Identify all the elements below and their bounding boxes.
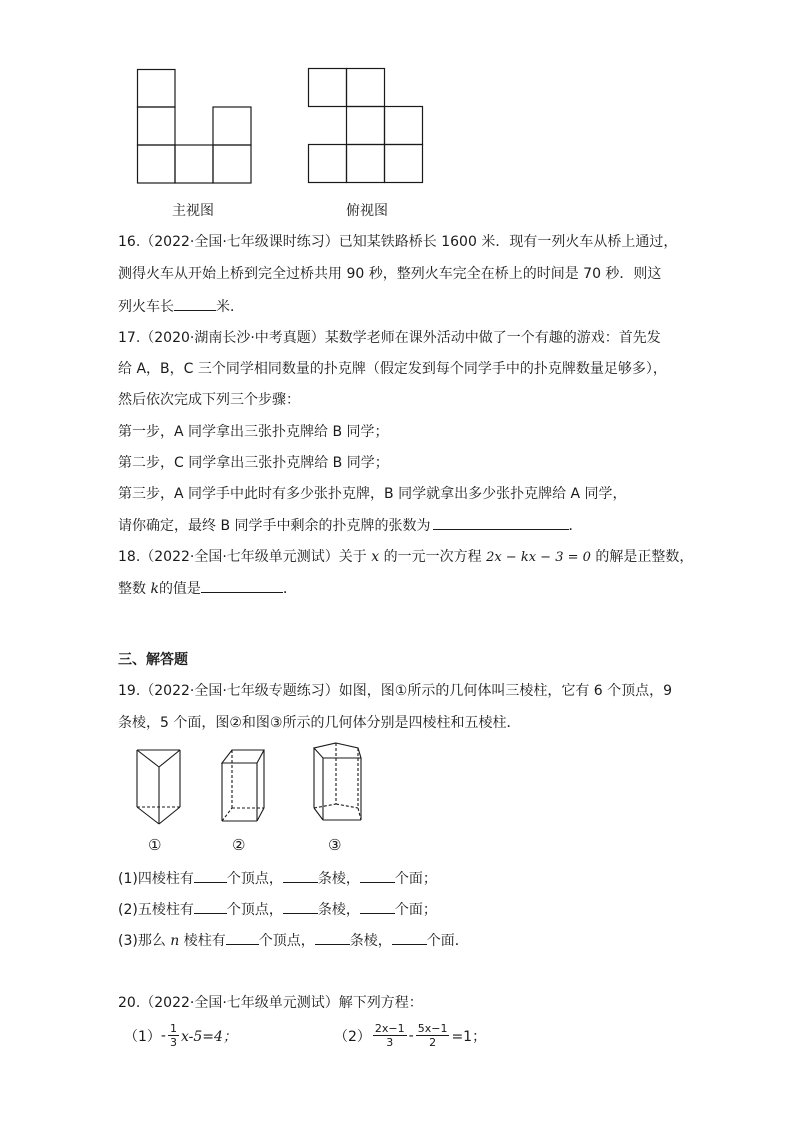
- q20-part1: [124, 1022, 237, 1049]
- q19-sub1-face-blank[interactable]: [360, 868, 395, 883]
- q17-ask-post: ．: [568, 518, 583, 534]
- q18-answer-blank[interactable]: [201, 578, 283, 593]
- q19-sub2-edge: 条棱，: [317, 902, 360, 918]
- q20-part1-numerator: 1: [169, 1022, 177, 1035]
- q17-line1: 17.（2020·湖南长沙·中考真题）某数学老师在课外活动中做了一个有趣的游戏：首先发: [118, 330, 661, 346]
- q19-sub1-vertex: 个顶点，: [226, 871, 283, 887]
- q19-sub3-vertex: 个顶点，: [258, 933, 315, 949]
- q19-sub3-face: 个面．: [426, 933, 469, 949]
- q19-sub3: [118, 930, 469, 951]
- q19-sub3-var-n: n: [170, 933, 180, 949]
- q19-sub3-mid: 棱柱有: [183, 933, 226, 949]
- q19-line1: 19.（2022·全国·七年级专题练习）如图，图①所示的几何体叫三棱柱，它有 6 个顶点，9: [118, 683, 673, 699]
- quadrilateral-prism-figure: [216, 745, 276, 835]
- q19-sub3-pre: (3)那么: [118, 933, 166, 949]
- fig-label-1: ①: [148, 836, 162, 854]
- q16-line3: [118, 296, 244, 317]
- q19-sub2-vertex: 个顶点，: [226, 902, 283, 918]
- q20-part2-denominator1: 3: [386, 1036, 394, 1049]
- q20-part1-rest: x-5=4；: [180, 1028, 237, 1045]
- top-view-caption: 俯视图: [346, 203, 388, 219]
- q16-line2: 测得火车从开始上桥到完全过桥共用 90 秒，整列火车完全在桥上的时间是 70 秒．则这: [118, 266, 662, 282]
- q18-line1: [118, 547, 693, 568]
- triangular-prism-figure: [130, 745, 190, 835]
- pentagonal-prism-figure: [306, 738, 376, 838]
- q20-part2-fraction2: [416, 1022, 450, 1049]
- q20-line1: 20.（2022·全国·七年级单元测试）解下列方程：: [118, 995, 423, 1011]
- q20-part1-fraction: [168, 1022, 179, 1049]
- q19-sub1-face: 个面；: [394, 871, 437, 887]
- q17-ask-pre: 请你确定，最终 B 同学手中剩余的扑克牌的张数为: [118, 518, 431, 534]
- q19-sub2-pre: (2)五棱柱有: [118, 902, 194, 918]
- q19-sub1-pre: (1)四棱柱有: [118, 871, 194, 887]
- fig-label-3: ③: [328, 836, 342, 854]
- q19-sub1-edge-blank[interactable]: [283, 868, 318, 883]
- q20-part1-label: （1）: [124, 1028, 161, 1045]
- q18-line2: [118, 578, 297, 599]
- q19-sub2-vertex-blank[interactable]: [194, 899, 227, 914]
- q19-sub1: [118, 868, 437, 889]
- q20-part2-label: （2）: [334, 1028, 371, 1045]
- q18-var-x: x: [371, 549, 380, 565]
- q17-step2: 第二步，C 同学拿出三张扑克牌给 B 同学；: [118, 455, 389, 471]
- q17-line2: 给 A，B，C 三个同学相同数量的扑克牌（假定发到每个同学手中的扑克牌数量足够多），: [118, 361, 667, 377]
- q20-part2-numerator1: 2x−1: [374, 1022, 405, 1035]
- q20-part2-rest: =1；: [451, 1028, 487, 1045]
- q17-answer-blank[interactable]: [433, 515, 569, 530]
- q17-line3: 然后依次完成下列三个步骤：: [118, 392, 300, 408]
- section-title: 三、解答题: [118, 652, 188, 668]
- q17-step3: 第三步，A 同学手中此时有多少张扑克牌，B 同学就拿出多少张扑克牌给 A 同学，: [118, 486, 627, 502]
- q19-sub3-face-blank[interactable]: [392, 930, 427, 945]
- q18-line1-post: 的解是正整数，: [595, 549, 694, 565]
- q19-sub1-edge: 条棱，: [317, 871, 360, 887]
- top-view-figure: [308, 68, 428, 188]
- q19-sub2-edge-blank[interactable]: [283, 899, 318, 914]
- q20-part1-sign: -: [160, 1027, 166, 1044]
- q19-sub2: [118, 899, 437, 920]
- q20-part2-fraction1: [373, 1022, 407, 1049]
- q16-line3-post: 米．: [216, 299, 244, 315]
- q18-line1-mid: 的一元一次方程: [383, 549, 482, 565]
- q18-line2-mid: 的值是: [158, 581, 201, 597]
- q18-line2-post: ．: [282, 581, 297, 597]
- q20-part2-sign: -: [408, 1027, 414, 1044]
- q16-line3-pre: 列火车长: [118, 299, 174, 315]
- q19-sub3-edge: 条棱，: [349, 933, 392, 949]
- q18-var-k: k: [150, 581, 159, 597]
- q19-sub3-vertex-blank[interactable]: [226, 930, 259, 945]
- q17-ask: [118, 515, 583, 536]
- fig-label-2: ②: [232, 836, 246, 854]
- q18-line1-pre: 18.（2022·全国·七年级单元测试）关于: [118, 549, 367, 565]
- q19-sub2-face: 个面；: [394, 902, 437, 918]
- front-view-caption: 主视图: [172, 203, 214, 219]
- q19-sub1-vertex-blank[interactable]: [194, 868, 227, 883]
- q19-sub3-edge-blank[interactable]: [315, 930, 350, 945]
- q20-part2-numerator2: 5x−1: [417, 1022, 448, 1035]
- q20-part2: [334, 1022, 486, 1049]
- q16-answer-blank[interactable]: [174, 296, 216, 311]
- q19-line2: 条棱，5 个面，图②和图③所示的几何体分别是四棱柱和五棱柱．: [118, 715, 521, 731]
- q20-part2-denominator2: 2: [429, 1036, 437, 1049]
- front-view-figure: [137, 69, 257, 189]
- q20-part1-denominator: 3: [169, 1036, 177, 1049]
- q17-step1: 第一步，A 同学拿出三张扑克牌给 B 同学；: [118, 424, 389, 440]
- q18-equation: 2x − kx − 3 = 0: [486, 550, 591, 565]
- q16-line1: 16.（2022·全国·七年级课时练习）已知某铁路桥长 1600 米．现有一列火车从桥上通过，: [118, 234, 678, 250]
- q19-sub2-face-blank[interactable]: [360, 899, 395, 914]
- q18-line2-pre: 整数: [118, 581, 146, 597]
